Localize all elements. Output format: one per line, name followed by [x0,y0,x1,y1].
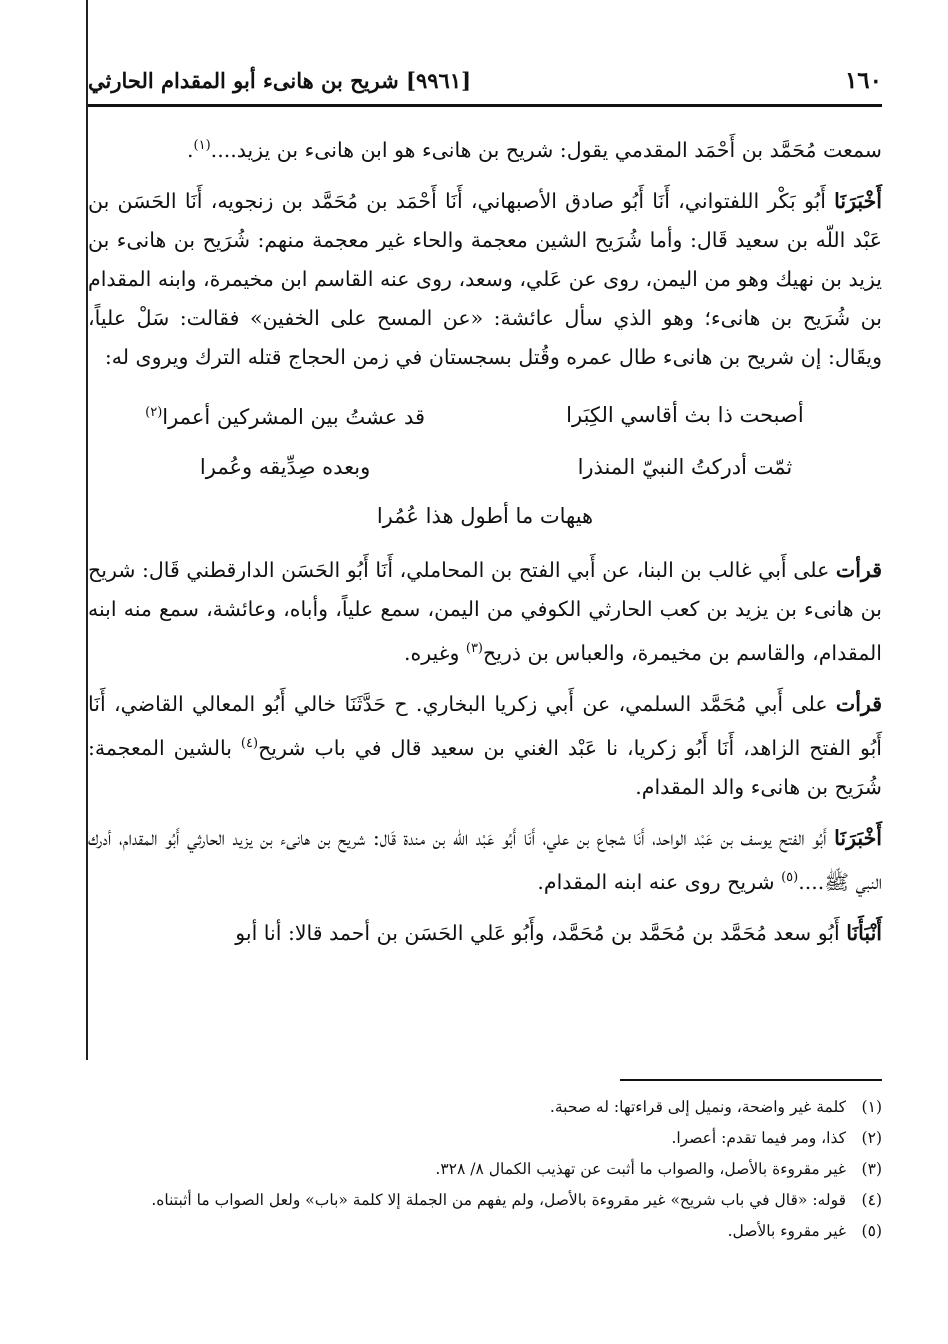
footnote [88,1154,882,1185]
poem-hemistich-left: وبعده صِدِّيقه وعُمرا [199,454,371,479]
footnote-text: غير مقروء بالأصل. [727,1222,846,1240]
footnote-ref: (١) [193,138,211,153]
paragraph-text: أَبُو بَكْر اللفتواني، أَنَا أَبُو صادق الأصبهاني، أَنَا أَحْمَد بن مُحَمَّد بن زنجويه، أَنَا الحَسَن بن عَبْد اللّه بن سعيد قَال: وأما شُرَيح الشين معجمة والحاء غير معجمة منهم: شُرَيح بن هانىء بن يزيد بن نهيك وهو من اليمن، روى عن عَلي، وسعد، روى عنه القاسم ابن مخيمرة، وابنه المقدام بن شُرَيح بن هانىء؛ وهو الذي سأل عائشة: «عن المسح على الخفين» فقالت: سَلْ علياً، ويقَال: إن شريح بن هانىء طال عمره وقُتل بسجستان في زمن الحجاج قتله الترك ويروى له: [88,189,882,369]
paragraph-text: أَبُو سعد مُحَمَّد بن مُحَمَّد بن مُحَمَّد، وأَبُو عَلي الحَسَن بن أحمد قالا: أنا أبو [235,921,847,945]
footnote-number: (١) [861,1098,882,1116]
footnote-text: كلمة غير واضحة، ونميل إلى قراءتها: له صحبة. [549,1098,846,1116]
paragraph-lead: قرأت [835,692,882,716]
paragraph [88,126,882,170]
poem-hemistich-text: قد عشتُ بين المشركين أعمرا [162,405,426,429]
footnote-ref: (٢) [145,405,163,420]
header-rule [88,104,882,107]
poem-hemistich-left [128,393,442,437]
poem-line [88,441,882,493]
page-number: ١٦٠ [844,66,882,94]
footnote-number: (٤) [861,1191,882,1209]
paragraph-tail: شريح روى عنه ابنه المقدام. [537,870,782,894]
footnote-ref: (٣) [465,641,483,656]
footnote-ref: (٤) [240,736,259,751]
paragraph [88,182,882,377]
footnote [88,1092,882,1123]
footnote [88,1216,882,1247]
poem-hemistich-right: أصبحت ذا بث أقاسي الكِبَرا [566,402,804,427]
footnote-number: (٢) [861,1129,882,1147]
paragraph-text: على أَبي غالب بن البنا، عن أَبي الفتح بن المحاملي، أَنَا أَبُو الحَسَن الدارقطني قَال: شريح بن هانىء بن يزيد بن كعب الحارثي الكوفي من اليمن، سمع علياً، وأباه، وعائشة، سمع منه ابنه المقدام، والقاسم بن مخيمرة، والعباس بن ذريح [88,558,882,665]
paragraph-tail: وغيره. [403,641,466,665]
paragraph [88,914,882,953]
footnote-number: (٥) [861,1222,882,1240]
paragraph [88,819,882,902]
poem-line [88,389,882,441]
paragraph-text: سمعت مُحَمَّد بن أَحْمَد المقدمي يقول: شريح بن هانىء هو ابن هانىء بن يزيد.... [210,138,882,162]
footnote-text: كذا، ومر فيما تقدم: أعصرا. [671,1129,846,1147]
paragraph-lead: قرأت [835,558,882,582]
footnote-number: (٣) [861,1160,882,1178]
footnote [88,1185,882,1216]
paragraph [88,551,882,673]
page-header [88,60,882,100]
paragraph-lead: أَنْبَأَنَا [846,921,882,945]
paragraph-lead: أَخْبَرَنَا [834,826,882,850]
footnote-ref: (٥) [781,870,799,885]
poem-line-single: هيهات ما أطول هذا عُمُرا [376,504,594,528]
footnote-text: غير مقروءة بالأصل، والصواب ما أثبت عن تهذيب الكمال ٨/ ٣٢٨. [435,1160,846,1178]
footnote-rule [620,1079,882,1081]
running-title: [٩٩٦١] شريح بن هانىء أبو المقدام الحارثي [88,67,472,93]
paragraph-text: أَبُو الفتح يوسف بن عَبْد الواحد، أَنَا شجاع بن علي، أَنَا أَبُو عَبْد اللّه بن مندة قَال: شريح بن هانىء بن يزيد الحارثي أَبُو المقدام، أدرك النبي ﷺ.... [88,826,882,894]
poem [88,389,882,539]
paragraph-lead: أَخْبَرَنَا [834,189,882,213]
footnotes [88,1092,882,1247]
main-text [88,126,882,965]
poem-hemistich-right: ثمّت أدركتُ النبيّ المنذرا [577,454,793,479]
paragraph-tail: . [187,138,194,162]
footnote-text: قوله: «قال في باب شريح» غير مقروءة بالأصل، ولم يفهم من الجملة إلا كلمة «باب» ولعل الصواب ما أثبتناه. [151,1191,846,1209]
paragraph-tail: بالشين المعجمة: شُرَيح بن هانىء والد المقدام. [88,736,882,799]
paragraph-text: على أَبي مُحَمَّد السلمي، عن أَبي زكريا البخاري. ح حَدَّثَنَا خالي أَبُو المعالي القاضي، أَنَا أَبُو الفتح الزاهد، أَنَا أَبُو زكريا، نا عَبْد الغني بن سعيد قال في باب شريح [88,692,882,760]
footnote [88,1123,882,1154]
paragraph [88,685,882,807]
